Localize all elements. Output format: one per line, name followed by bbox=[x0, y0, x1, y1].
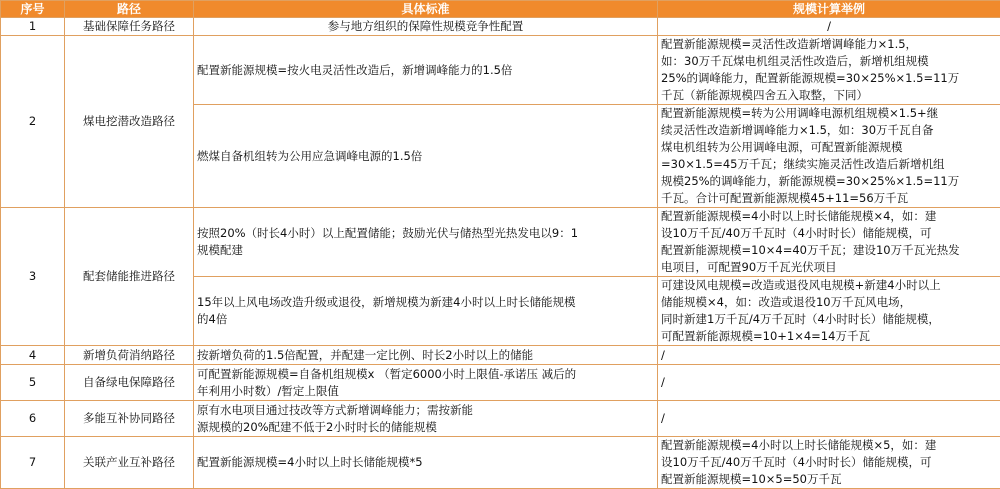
row-path: 自备绿电保障路径 bbox=[65, 365, 194, 401]
row-example: / bbox=[658, 365, 1000, 401]
header-no: 序号 bbox=[1, 1, 65, 18]
example-line: 如：30万千瓦煤电机组灵活性改造后，新增机组规模 bbox=[661, 53, 997, 70]
example-line: 设10万千瓦/40万千瓦时（4小时时长）储能规模，可 bbox=[661, 225, 997, 242]
row-standard bbox=[194, 277, 658, 346]
example-line: 可建设风电规模=改造或退役风电规模+新建4小时以上 bbox=[661, 277, 997, 294]
row-standard: 参与地方组织的保障性规模竞争性配置 bbox=[194, 18, 658, 36]
row-path: 新增负荷消纳路径 bbox=[65, 346, 194, 365]
header-example: 规模计算举例 bbox=[658, 1, 1000, 18]
standard-line: 源规模的20%配建不低于2小时时长的储能规模 bbox=[197, 419, 654, 436]
standard-line: 按照20%（时长4小时）以上配置储能；鼓励光伏与储热型光热发电以9：1 bbox=[197, 225, 654, 242]
table-row bbox=[1, 401, 1000, 437]
row-standard: 配置新能源规模=4小时以上时长储能规模*5 bbox=[194, 437, 658, 489]
row-number: 6 bbox=[1, 401, 65, 437]
standard-line: 年利用小时数）/暂定上限值 bbox=[197, 383, 654, 400]
standard-line: 15年以上风电场改造升级或退役，新增规模为新建4小时以上时长储能规模 bbox=[197, 294, 654, 311]
row-number: 7 bbox=[1, 437, 65, 489]
row-number: 3 bbox=[1, 208, 65, 346]
example-line: 千瓦（新能源规模四舍五入取整，下同） bbox=[661, 87, 997, 104]
row-number: 1 bbox=[1, 18, 65, 36]
example-line: 设10万千瓦/40万千瓦时（4小时时长）储能规模，可 bbox=[661, 454, 997, 471]
row-standard bbox=[194, 365, 658, 401]
row-number: 4 bbox=[1, 346, 65, 365]
table-row bbox=[1, 18, 1000, 36]
table-row bbox=[1, 437, 1000, 489]
row-example: / bbox=[658, 346, 1000, 365]
row-path: 煤电挖潜改造路径 bbox=[65, 36, 194, 208]
header-standard: 具体标准 bbox=[194, 1, 658, 18]
row-standard: 配置新能源规模=按火电灵活性改造后，新增调峰能力的1.5倍 bbox=[194, 36, 658, 105]
row-number: 2 bbox=[1, 36, 65, 208]
example-line: =30×1.5=45万千瓦；继续实施灵活性改造后新增机组 bbox=[661, 156, 997, 173]
example-line: 电项目，可配置90万千瓦光伏项目 bbox=[661, 259, 997, 276]
example-line: 配置新能源规模=10×5=50万千瓦 bbox=[661, 471, 997, 488]
row-path: 关联产业互补路径 bbox=[65, 437, 194, 489]
example-line: 配置新能源规模=转为公用调峰电源机组规模×1.5+继 bbox=[661, 105, 997, 122]
example-line: 配置新能源规模=4小时以上时长储能规模×4，如：建 bbox=[661, 208, 997, 225]
table-row bbox=[1, 36, 1000, 105]
standard-line: 规模配建 bbox=[197, 242, 654, 259]
example-line: 续灵活性改造新增调峰能力×1.5，如：30万千瓦自备 bbox=[661, 122, 997, 139]
row-example bbox=[658, 208, 1000, 277]
example-line: 千瓦。合计可配置新能源规模45+11=56万千瓦 bbox=[661, 190, 997, 207]
row-example: / bbox=[658, 18, 1000, 36]
row-standard: 按新增负荷的1.5倍配置，并配建一定比例、时长2小时以上的储能 bbox=[194, 346, 658, 365]
header-row bbox=[1, 1, 1000, 18]
example-line: 配置新能源规模=10×4=40万千瓦；建设10万千瓦光热发 bbox=[661, 242, 997, 259]
table-row bbox=[1, 208, 1000, 277]
row-path: 配套储能推进路径 bbox=[65, 208, 194, 346]
row-standard bbox=[194, 208, 658, 277]
row-path: 多能互补协同路径 bbox=[65, 401, 194, 437]
standard-line: 的4倍 bbox=[197, 311, 654, 328]
header-path: 路径 bbox=[65, 1, 194, 18]
table-row bbox=[1, 365, 1000, 401]
row-example bbox=[658, 36, 1000, 105]
table-row bbox=[1, 346, 1000, 365]
standard-line: 可配置新能源规模=自备机组规模x （暂定6000小时上限值-承诺压 减后的 bbox=[197, 366, 654, 383]
row-standard bbox=[194, 401, 658, 437]
row-number: 5 bbox=[1, 365, 65, 401]
example-line: 配置新能源规模=灵活性改造新增调峰能力×1.5， bbox=[661, 36, 997, 53]
example-line: 同时新建1万千瓦/4万千瓦时（4小时时长）储能规模， bbox=[661, 311, 997, 328]
row-path: 基础保障任务路径 bbox=[65, 18, 194, 36]
row-example bbox=[658, 277, 1000, 346]
example-line: 配置新能源规模=4小时以上时长储能规模×5，如：建 bbox=[661, 437, 997, 454]
example-line: 储能规模×4，如：改造或退役10万千瓦风电场， bbox=[661, 294, 997, 311]
row-standard: 燃煤自备机组转为公用应急调峰电源的1.5倍 bbox=[194, 105, 658, 208]
row-example bbox=[658, 105, 1000, 208]
standard-line: 原有水电项目通过技改等方式新增调峰能力；需按新能 bbox=[197, 402, 654, 419]
example-line: 煤电机组转为公用调峰电源，可配置新能源规模 bbox=[661, 139, 997, 156]
row-example: / bbox=[658, 401, 1000, 437]
example-line: 25%的调峰能力，配置新能源规模=30×25%×1.5=11万 bbox=[661, 70, 997, 87]
example-line: 规模25%的调峰能力，新能源规模=30×25%×1.5=11万 bbox=[661, 173, 997, 190]
row-example bbox=[658, 437, 1000, 489]
example-line: 可配置新能源规模=10+1×4=14万千瓦 bbox=[661, 328, 997, 345]
